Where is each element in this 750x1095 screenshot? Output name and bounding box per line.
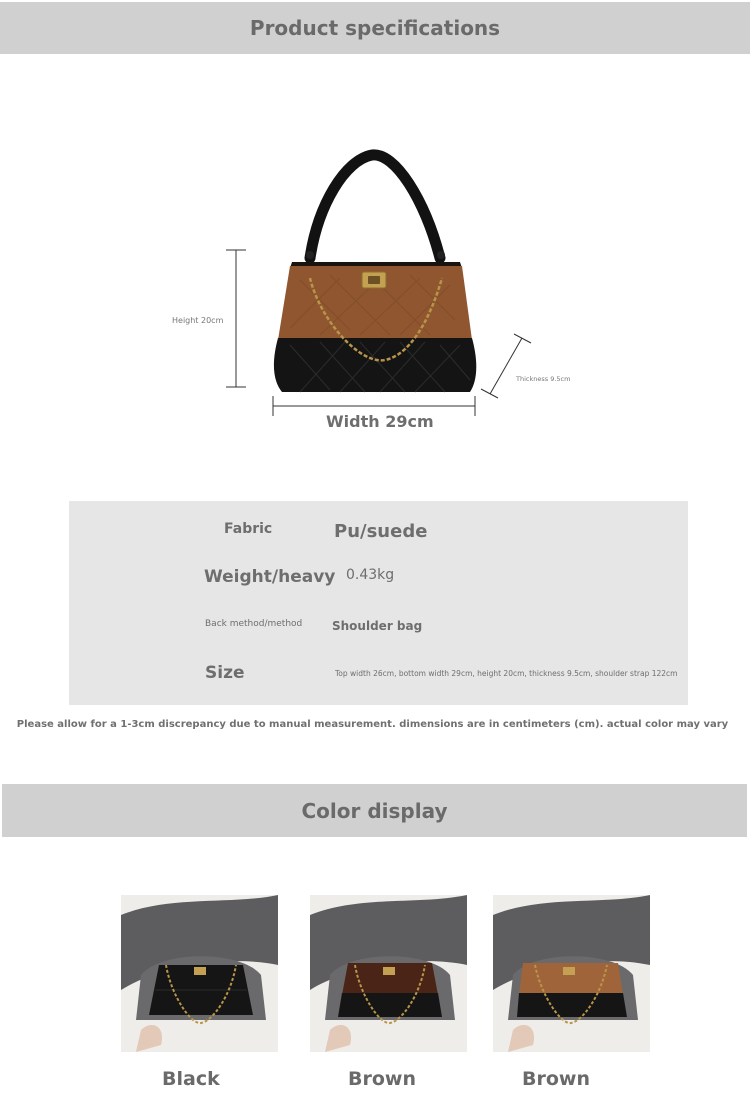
spec-key-weight: Weight/heavy xyxy=(204,567,336,587)
spec-table xyxy=(69,501,688,705)
color-name-light-brown: Brown xyxy=(522,1068,590,1090)
spec-key-fabric: Fabric xyxy=(224,521,273,537)
color-name-black: Black xyxy=(162,1068,220,1090)
bag-photo-black xyxy=(121,895,278,1052)
height-label: Height 20cm xyxy=(172,316,224,325)
spec-key-size: Size xyxy=(205,663,245,683)
spec-value-fabric: Pu/suede xyxy=(334,521,428,542)
thickness-label: Thickness 9.5cm xyxy=(516,375,571,383)
spec-key-back-method: Back method/method xyxy=(205,619,303,629)
color-swatch-dark-brown[interactable] xyxy=(310,895,467,1052)
spec-value-size: Top width 26cm, bottom width 29cm, height 20cm, thickness 9.5cm, shoulder strap 122cm xyxy=(335,669,678,678)
measurement-note: Please allow for a 1-3cm discrepancy due to manual measurement. dimensions are in centimeters (cm). actual color may vary xyxy=(16,719,729,730)
spec-value-weight: 0.43kg xyxy=(346,567,395,583)
bag-photo-dark-brown xyxy=(310,895,467,1052)
width-label: Width 29cm xyxy=(326,412,434,431)
bag-photo-light-brown xyxy=(493,895,650,1052)
color-swatch-light-brown[interactable] xyxy=(493,895,650,1052)
specs-section-title: Product specifications xyxy=(0,2,750,54)
product-bag-image xyxy=(0,140,750,420)
color-name-dark-brown: Brown xyxy=(348,1068,416,1090)
spec-value-back-method: Shoulder bag xyxy=(332,619,423,633)
color-swatch-black[interactable] xyxy=(121,895,278,1052)
colors-section-title: Color display xyxy=(2,784,747,837)
